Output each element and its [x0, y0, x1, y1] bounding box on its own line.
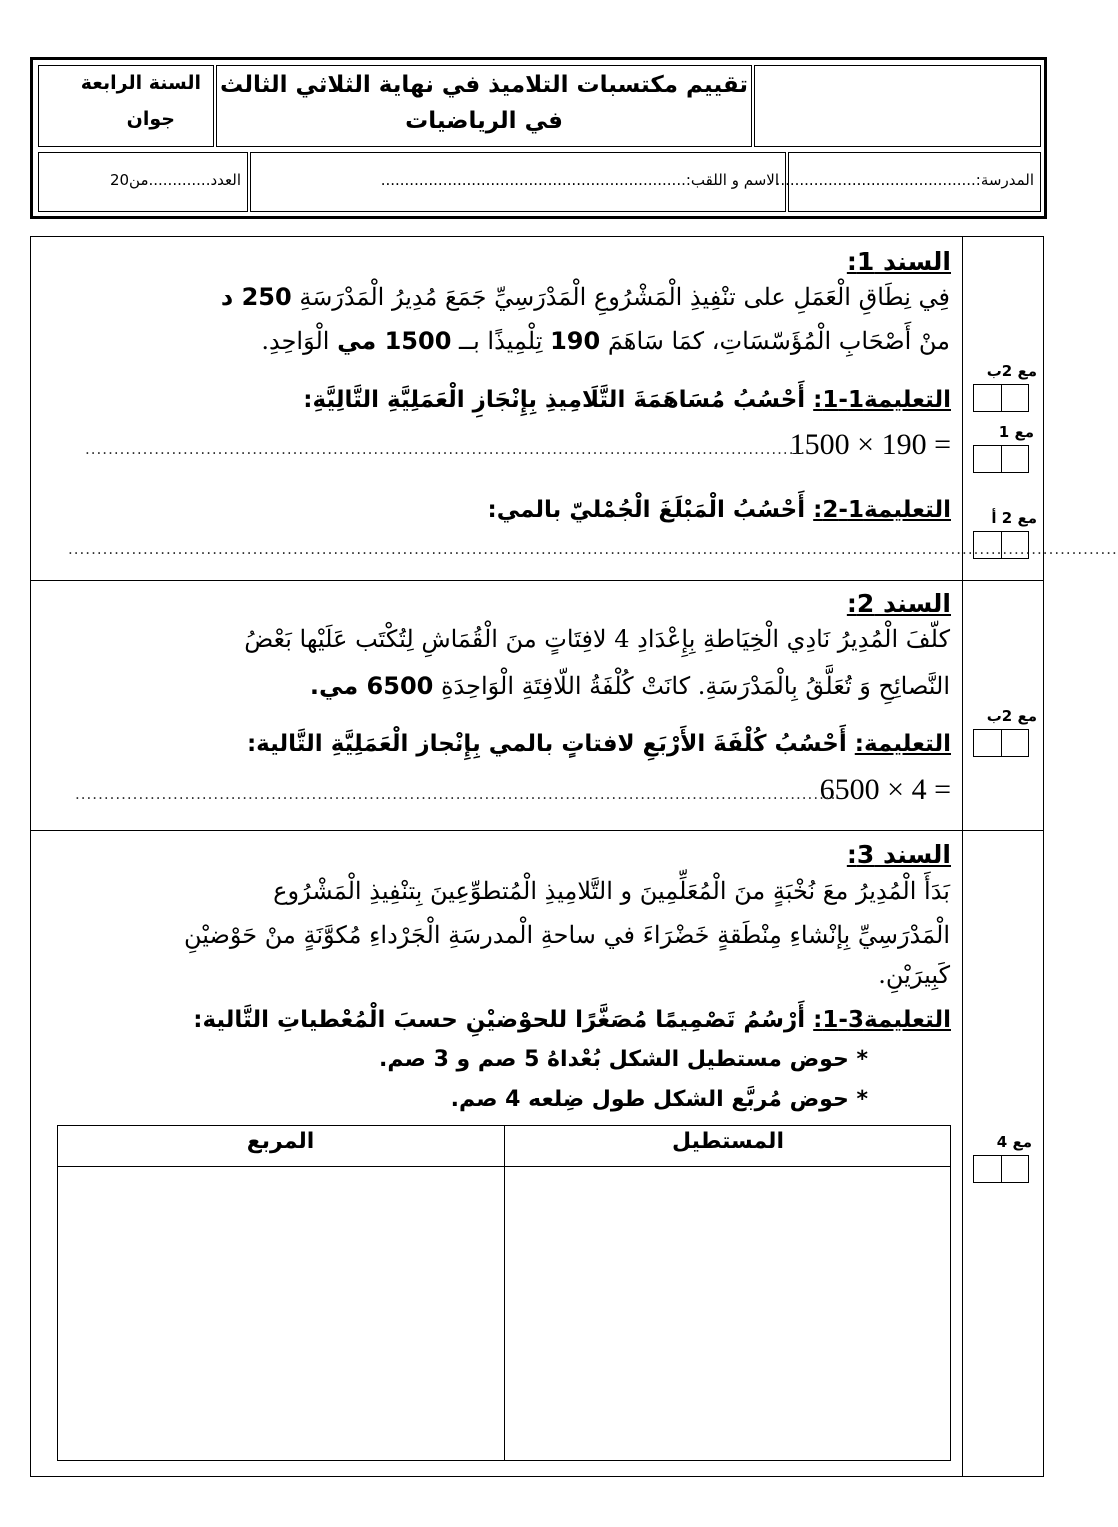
instruction-2-label: التعليمة: [854, 731, 951, 757]
section2-heading: السند 2: [846, 589, 951, 618]
school-field[interactable]: المدرسة:.......................................... [775, 171, 1034, 189]
title-box [216, 65, 752, 147]
criterion-label: مع 2ب [986, 707, 1037, 725]
criterion-score-box[interactable] [973, 729, 1029, 757]
instruction-3-1-label: التعليمة3-1: [813, 1007, 951, 1033]
year-label: السنة الرابعة [80, 72, 201, 94]
criterion-score-box[interactable] [973, 384, 1029, 412]
section2-line1: كلّفَ الْمُدِيرُ نَادِي الْخِيَاطةِ بِإِعْدَادِ 4 لافِتَاتٍ منَ الْقُمَاشِ لِتُكْتَب عَلَيْها بَعْضُ [244, 625, 950, 653]
answer-line-2[interactable]: .................................................................................................................................... [75, 785, 837, 803]
section1-heading: السند 1: [846, 247, 951, 276]
instruction-3-1-text: أَرْسُمُ تَصْمِيمًا مُصَغَّرًا للحوْضيْنِ حسبَ الْمُعْطياتِ التَّالية: [193, 1007, 806, 1033]
section1-amount: 250 د [220, 283, 292, 311]
section1-student-count: 190 [550, 327, 601, 355]
header-frame [30, 57, 1047, 219]
answer-line-1-1[interactable]: .............................................................................................................................. [85, 440, 812, 458]
rectangle-drawing-area[interactable] [505, 1168, 950, 1460]
exam-subject: في الرياضيات [405, 108, 563, 134]
criterion-score-box[interactable] [973, 1155, 1029, 1183]
criterion-label: مع 4 [996, 1133, 1032, 1151]
section1-line2-text-b: تِلْمِيذًا بــ [459, 327, 543, 355]
blank-box [754, 65, 1041, 147]
section3-line1: بَدَأَ الْمُدِيرُ معَ نُخْبَةٍ منَ الْمُعَلِّمِينَ و التَّلامِيذِ الْمُتطوِّعِينَ بِتنْفِيذِ الْمَشْرُوع [273, 877, 950, 905]
section3-heading: السند 3: [846, 840, 951, 869]
criterion-label: مع 1 [998, 423, 1034, 441]
section1-contribution: 1500 مي [337, 327, 452, 355]
grade-box [38, 152, 248, 212]
section3-line2: الْمَدْرَسِيِّ بِإنْشاءِ مِنْطَقةٍ خَضْرَاءَ في ساحةِ الْمدرسَةِ الْجَرْداءِ مُكوَّنَةٍ منْ حَوْضيْنِ [183, 921, 950, 949]
criterion-label: مع 2 أ [991, 509, 1037, 527]
grade-field[interactable]: العدد.............من20 [109, 171, 241, 189]
criterion-label: مع 2ب [986, 362, 1037, 380]
section1-line2-text-c: الْوَاحِدِ. [261, 327, 330, 355]
operation-2: 6500 × 4 = [819, 773, 951, 806]
section1-line2-text-a: منْ أَصْحَابِ الْمُؤَسّسَاتِ، كمَا سَاهَمَ [607, 327, 950, 355]
criterion-score-box[interactable] [973, 531, 1029, 559]
month-label: جوان [126, 108, 175, 130]
section-divider-1 [30, 580, 1044, 581]
section3-line3: كَبِيرَيْنِ. [878, 961, 950, 989]
year-box [38, 65, 214, 147]
instruction-1-1 [303, 387, 951, 413]
section2-line2-text: النَّصائِحِ وَ تُعَلَّقُ بِالْمَدْرَسَةِ. كانَتْ كُلْفَةُ اللّافِتَةِ الْوَاحِدَةِ [440, 672, 950, 700]
operation-1-1: 1500 × 190 = [789, 428, 951, 461]
criterion-score-box[interactable] [973, 445, 1029, 473]
instruction-1-1-label: التعليمة1-1: [813, 387, 951, 413]
instruction-2-text: أَحْسُبُ كُلْفَةَ الأَرْبَعِ لافتاتٍ بالمي بِإِنْجاز الْعَمَلِيَّةِ التَّالية: [246, 731, 847, 757]
section1-line1-text: فِي نِطَاقِ الْعَمَلِ على تنْفِيذِ الْمَشْرُوعِ الْمَدْرَسِيِّ جَمَعَ مُدِيرُ الْمَدْرَسَةِ [299, 283, 950, 311]
table-header-square: المربع [246, 1129, 315, 1154]
section1-line2 [261, 327, 950, 355]
name-field[interactable]: الاسم و اللقب:................................................................ [380, 171, 779, 189]
section2-banner-cost: 6500 مي. [309, 672, 434, 700]
instruction-3-1 [193, 1007, 951, 1033]
criteria-column-divider [962, 236, 963, 1477]
instruction-2 [247, 731, 951, 757]
section2-line2 [310, 672, 950, 700]
school-box [775, 152, 1041, 212]
section-divider-2 [30, 830, 1044, 831]
bullet-square: * حوض مُربَّع الشكل طول ضِلعه 4 صم. [450, 1087, 868, 1112]
section1-line1 [221, 283, 950, 311]
table-header-rectangle: المستطيل [672, 1129, 784, 1154]
answer-line-1-2[interactable]: ...................................................................................................................................................................................... [68, 540, 1118, 558]
instruction-1-2 [488, 497, 951, 523]
instruction-1-2-text: أَحْسُبُ الْمَبْلَغَ الْجُمْليّ بالمي: [487, 497, 806, 523]
instruction-1-1-text: أَحْسُبُ مُسَاهَمَةَ التَّلَامِيذِ بِإِنْجَازِ الْعَمَلِيَّةِ التَّالِيَّةِ: [303, 387, 806, 413]
bullet-rectangle: * حوض مستطيل الشكل بُعْداهُ 5 صم و 3 صم. [379, 1047, 868, 1072]
name-box [250, 152, 786, 212]
drawing-table-header-line [57, 1166, 951, 1167]
square-drawing-area[interactable] [58, 1168, 503, 1460]
instruction-1-2-label: التعليمة1-2: [813, 497, 951, 523]
exam-title: تقييم مكتسبات التلاميذ في نهاية الثلاثي الثالث [219, 72, 749, 98]
